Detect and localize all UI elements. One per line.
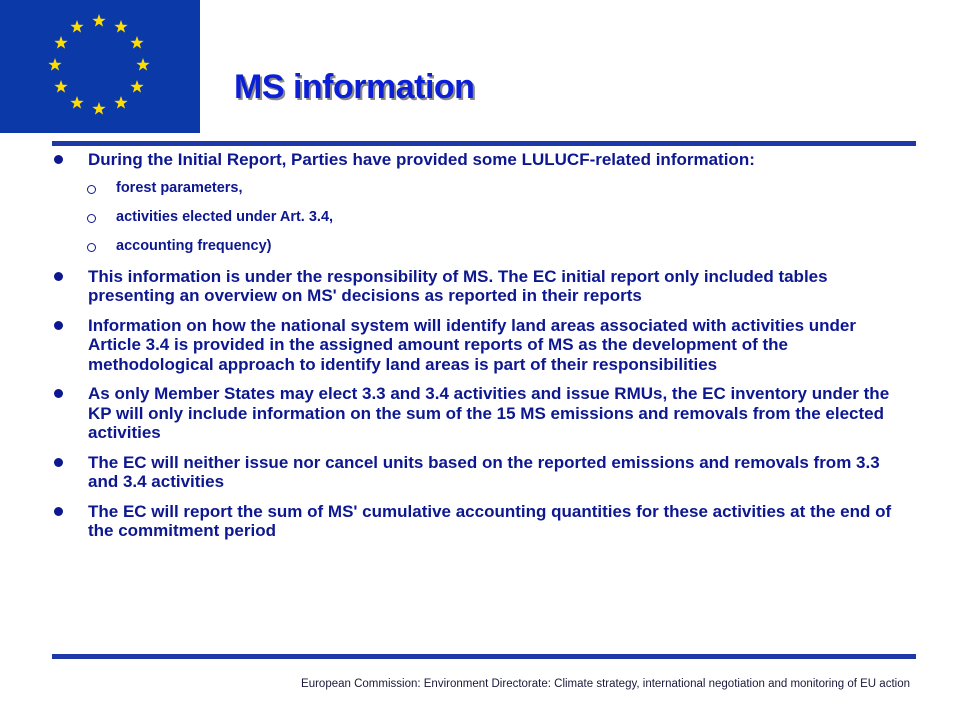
sub-bullet-text: accounting frequency) [116,237,272,254]
sub-bullet-ring-icon [87,214,96,223]
sub-bullet-text: activities elected under Art. 3.4, [116,208,334,225]
bullet-dot-icon [54,458,63,467]
bullet-item [52,316,912,375]
bottom-divider [52,654,916,659]
bullet-item [52,453,912,492]
bullet-dot-icon [54,389,63,398]
footer-caption: European Commission: Environment Directorate: Climate strategy, international negotiation and monitoring of EU action [301,678,910,690]
bullet-item [52,502,912,541]
bullet-item [52,384,912,443]
sub-bullet-ring-icon [87,243,96,252]
bullet-text: This information is under the responsibility of MS. The EC initial report only included tables presenting an overview on MS' decisions as reported in their reports [88,266,828,305]
page-title: MS information [234,68,475,106]
top-divider [52,141,916,146]
eu-stars-icon [0,0,200,133]
bullet-dot-icon [54,155,63,164]
bullet-dot-icon [54,507,63,516]
bullet-item [52,267,912,306]
sub-bullet-item [52,209,912,226]
sub-bullet-item [52,180,912,197]
bullet-text: The EC will neither issue nor cancel units based on the reported emissions and removals from 3.3 and 3.4 activities [88,452,880,491]
sub-bullet-text: forest parameters, [116,179,243,196]
eu-flag-logo [0,0,200,133]
bullet-item [52,150,912,170]
bullet-text: Information on how the national system will identify land areas associated with activities under Article 3.4 is provided in the assigned amount reports of MS as the development of the methodological approach to identify land areas is part of their responsibilities [88,315,856,374]
sub-bullet-item [52,238,912,255]
bullet-text: During the Initial Report, Parties have provided some LULUCF-related information: [88,150,755,169]
bullet-list [52,150,912,551]
bullet-dot-icon [54,321,63,330]
sub-bullet-ring-icon [87,185,96,194]
bullet-text: The EC will report the sum of MS' cumulative accounting quantities for these activities at the end of the commitment period [88,501,892,540]
bullet-dot-icon [54,272,63,281]
bullet-text: As only Member States may elect 3.3 and 3.4 activities and issue RMUs, the EC inventory under the KP will only include information on the sum of the 15 MS emissions and removals from the elected activities [88,384,890,442]
